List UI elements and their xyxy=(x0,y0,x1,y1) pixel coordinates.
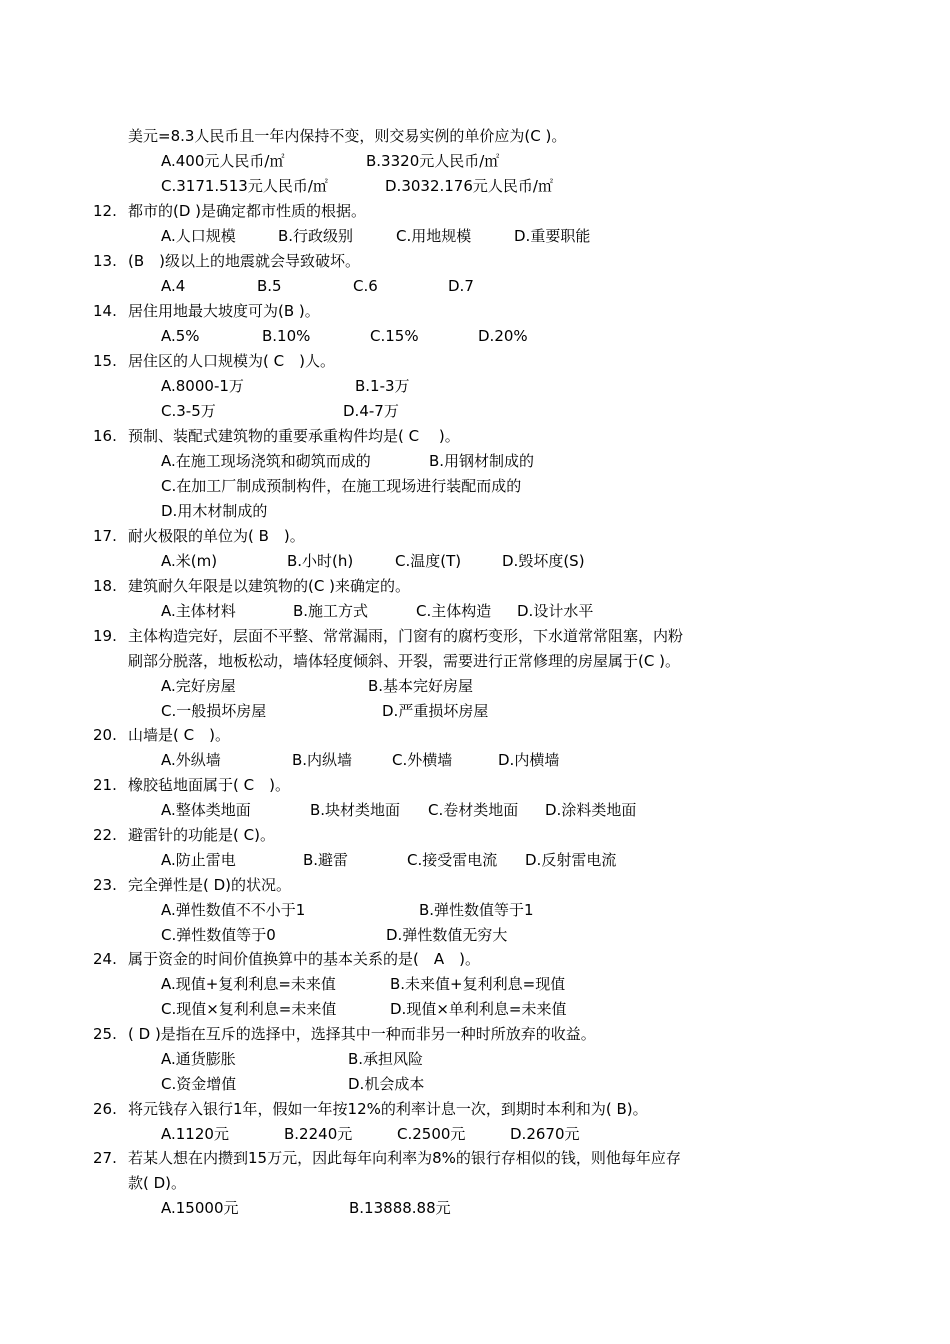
option: B.5 xyxy=(257,277,282,295)
option: D.20% xyxy=(478,327,528,345)
question-number: 21. xyxy=(93,776,117,794)
option: A.弹性数值不不小于1 xyxy=(161,901,306,919)
option: C.接受雷电流 xyxy=(407,851,498,869)
option: B.基本完好房屋 xyxy=(368,677,474,695)
option: C.用地规模 xyxy=(396,227,472,245)
option: D.4-7万 xyxy=(343,402,399,420)
option: A.完好房屋 xyxy=(161,677,236,695)
question-text: ( D )是指在互斥的选择中，选择其中一种而非另一种时所放弃的收益。 xyxy=(128,1025,596,1043)
question-text: 避雷针的功能是( C)。 xyxy=(128,826,275,844)
option: D.内横墙 xyxy=(498,751,560,769)
option: B.13888.88元 xyxy=(349,1199,451,1217)
option: D.设计水平 xyxy=(517,602,594,620)
option: C.资金增值 xyxy=(161,1075,237,1093)
option: A.人口规模 xyxy=(161,227,236,245)
question-text-continued: 刷部分脱落，地板松动，墙体轻度倾斜、开裂，需要进行正常修理的房屋属于(C )。 xyxy=(128,652,680,670)
option: C.在加工厂制成预制构件，在施工现场进行装配而成的 xyxy=(161,477,522,495)
question-text-continued: 款( D)。 xyxy=(128,1174,187,1192)
option: B.行政级别 xyxy=(278,227,354,245)
question-number: 14. xyxy=(93,302,117,320)
question-number: 23. xyxy=(93,876,117,894)
question-number: 16. xyxy=(93,427,117,445)
option: D.反射雷电流 xyxy=(525,851,617,869)
option: D.重要职能 xyxy=(514,227,591,245)
question-text: 都市的(D )是确定都市性质的根据。 xyxy=(128,202,367,220)
option: C.主体构造 xyxy=(416,602,492,620)
option: A.5% xyxy=(161,327,200,345)
question-text: 属于资金的时间价值换算中的基本关系的是( A )。 xyxy=(128,950,480,968)
option: C.3-5万 xyxy=(161,402,216,420)
question-text: 耐火极限的单位为( B )。 xyxy=(128,527,305,545)
question-number: 19. xyxy=(93,627,117,645)
question-number: 17. xyxy=(93,527,117,545)
question-text: 美元=8.3人民币且一年内保持不变，则交易实例的单价应为(C )。 xyxy=(128,127,567,145)
option: B.施工方式 xyxy=(293,602,369,620)
option: B.小时(h) xyxy=(287,552,354,570)
option: A.通货膨胀 xyxy=(161,1050,236,1068)
option: A.整体类地面 xyxy=(161,801,251,819)
option: C.外横墙 xyxy=(392,751,453,769)
question-number: 12. xyxy=(93,202,117,220)
question-text: 将元钱存入银行1年，假如一年按12%的利率计息一次，到期时本利和为( B)。 xyxy=(128,1100,648,1118)
option: B.1-3万 xyxy=(355,377,410,395)
option: C.一般损坏房屋 xyxy=(161,702,267,720)
question-number: 24. xyxy=(93,950,117,968)
option: B.弹性数值等于1 xyxy=(419,901,534,919)
option: C.温度(T) xyxy=(395,552,462,570)
option: A.现值+复利利息=未来值 xyxy=(161,975,336,993)
option: D.3032.176元人民币/㎡ xyxy=(385,177,553,195)
question-number: 27. xyxy=(93,1149,117,1167)
option: C.现值×复利利息=未来值 xyxy=(161,1000,337,1018)
question-number: 25. xyxy=(93,1025,117,1043)
question-text: 主体构造完好，层面不平整、常常漏雨，门窗有的腐朽变形，下水道常常阻塞，内粉 xyxy=(128,627,684,645)
question-text: 居住用地最大坡度可为(B )。 xyxy=(128,302,320,320)
option: A.主体材料 xyxy=(161,602,236,620)
option: C.弹性数值等于0 xyxy=(161,926,276,944)
option: D.涂料类地面 xyxy=(545,801,637,819)
option: B.避雷 xyxy=(303,851,349,869)
question-text: 山墙是( C )。 xyxy=(128,726,230,744)
option: C.2500元 xyxy=(397,1125,466,1143)
option: A.防止雷电 xyxy=(161,851,236,869)
option: C.卷材类地面 xyxy=(428,801,519,819)
option: B.3320元人民币/㎡ xyxy=(366,152,500,170)
option: C.3171.513元人民币/㎡ xyxy=(161,177,328,195)
question-text: 完全弹性是( D)的状况。 xyxy=(128,876,292,894)
question-number: 22. xyxy=(93,826,117,844)
option: B.2240元 xyxy=(284,1125,353,1143)
question-text: 若某人想在内攒到15万元，因此每年向利率为8%的银行存相似的钱，则他每年应存 xyxy=(128,1149,681,1167)
question-number: 15. xyxy=(93,352,117,370)
option: A.400元人民币/㎡ xyxy=(161,152,285,170)
option: C.6 xyxy=(353,277,378,295)
question-number: 13. xyxy=(93,252,117,270)
option: D.机会成本 xyxy=(348,1075,425,1093)
question-number: 20. xyxy=(93,726,117,744)
option: B.块材类地面 xyxy=(310,801,401,819)
option: A.8000-1万 xyxy=(161,377,244,395)
option: D.现值×单利利息=未来值 xyxy=(390,1000,567,1018)
option: A.1120元 xyxy=(161,1125,229,1143)
option: B.10% xyxy=(262,327,311,345)
option: D.用木材制成的 xyxy=(161,502,268,520)
option: D.2670元 xyxy=(510,1125,580,1143)
question-text: (B )级以上的地震就会导致破坏。 xyxy=(128,252,360,270)
option: D.7 xyxy=(448,277,474,295)
option: B.内纵墙 xyxy=(292,751,353,769)
option: B.未来值+复利利息=现值 xyxy=(390,975,566,993)
option: A.15000元 xyxy=(161,1199,239,1217)
option: A.4 xyxy=(161,277,186,295)
option: A.米(m) xyxy=(161,552,218,570)
question-number: 18. xyxy=(93,577,117,595)
option: A.在施工现场浇筑和砌筑而成的 xyxy=(161,452,371,470)
question-text: 预制、装配式建筑物的重要承重构件均是( C )。 xyxy=(128,427,460,445)
option: B.承担风险 xyxy=(348,1050,424,1068)
option: D.严重损坏房屋 xyxy=(382,702,489,720)
question-text: 橡胶毡地面属于( C )。 xyxy=(128,776,290,794)
question-text: 建筑耐久年限是以建筑物的(C )来确定的。 xyxy=(128,577,410,595)
option: D.毁坏度(S) xyxy=(502,552,585,570)
question-number: 26. xyxy=(93,1100,117,1118)
option: D.弹性数值无穷大 xyxy=(386,926,508,944)
option: A.外纵墙 xyxy=(161,751,221,769)
option: C.15% xyxy=(370,327,419,345)
option: B.用钢材制成的 xyxy=(429,452,535,470)
question-text: 居住区的人口规模为( C )人。 xyxy=(128,352,335,370)
